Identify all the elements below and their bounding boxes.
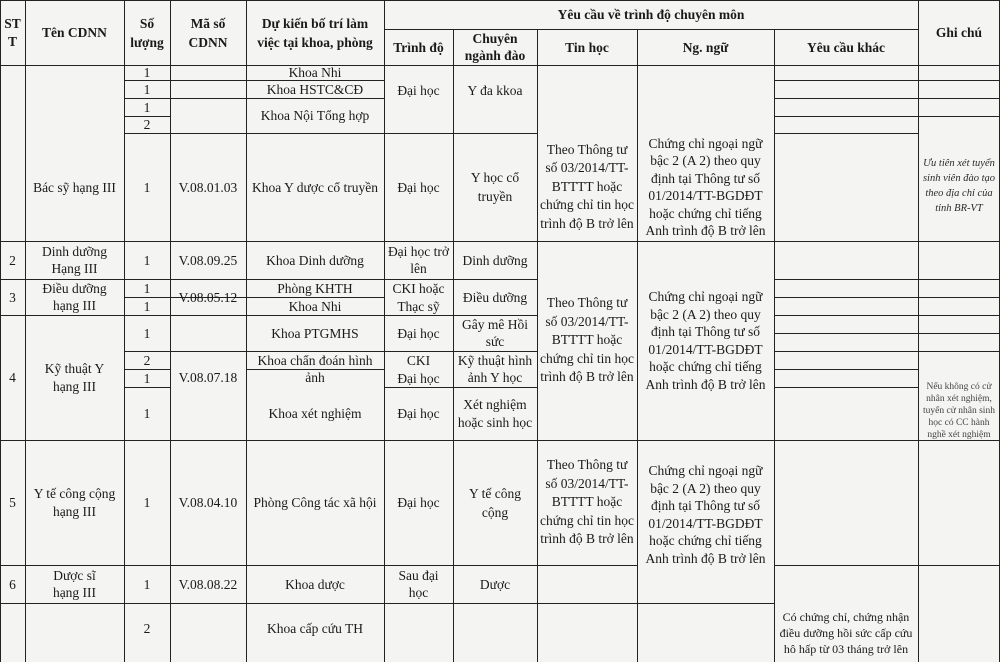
g1-chuyen-nganh: Y đa kkoa [467, 82, 523, 98]
r2-stt: 2 [9, 252, 16, 268]
r4-dept-1: Khoa PTGMHS [271, 325, 359, 341]
r6-dept: Khoa dược [285, 576, 345, 592]
header-so-luong: Số lượng [130, 15, 164, 50]
g2-count: 1 [143, 179, 151, 195]
r4-ghi-chu: Nếu không có cử nhân xét nghiệm, tuyển cử nhân sinh học có CC hành nghề xét nghiệm [923, 382, 995, 439]
r4-dept-2: Khoa chẩn đoán hình ảnh [257, 353, 373, 385]
header-ghi-chu: Ghi chú [935, 25, 983, 40]
g1-count-1: 1 [143, 65, 151, 80]
r3-trinh-do-1: CKI hoặc [392, 280, 445, 296]
r3-trinh-do-2: Thạc sỹ [397, 298, 440, 314]
r4-chuyen-nganh-3: Xét nghiệm hoặc sinh học [457, 396, 533, 430]
r6-count: 1 [143, 576, 151, 592]
header-ten-cdnn: Tên CDNN [42, 25, 107, 40]
r5-chuyen-nganh: Y tế công cộng [469, 485, 521, 520]
g1-dept-1: Khoa Nhi [288, 65, 342, 80]
r4-count-4: 1 [143, 406, 151, 421]
g1-trinh-do: Đại học [397, 82, 440, 98]
r4-stt: 4 [9, 370, 16, 385]
r5-dept: Phòng Công tác xã hội [253, 495, 377, 510]
r4-dept-3: Khoa xét nghiệm [268, 406, 362, 421]
header-ma-so: Mã số CDNN [188, 15, 228, 50]
r4-count-3: 1 [143, 370, 151, 386]
r6-stt: 6 [9, 576, 16, 592]
header-yeu-cau-group: Yêu cầu về trình độ chuyên môn [557, 7, 745, 22]
r7-dept: Khoa cấp cứu TH [267, 620, 363, 636]
r6-code: V.08.08.22 [178, 576, 238, 592]
r4-trinh-do-3: Đại học [397, 370, 440, 386]
g2-trinh-do: Đại học [397, 179, 440, 195]
r2-code: V.08.09.25 [178, 252, 238, 268]
g1-dept-2: Khoa HSTC&CĐ [266, 81, 364, 97]
r6-ten: Dược sĩ hạng III [52, 568, 97, 600]
g1-count-3: 1 [143, 99, 151, 115]
r5-ten: Y tế công cộng hạng III [33, 485, 116, 519]
r4-ten: Kỹ thuật Y hạng III [44, 360, 105, 394]
header-trinh-do: Trình độ [393, 39, 444, 55]
r3-code: V.08.05.12 [178, 289, 238, 305]
g2-ngoai-ngu: Chứng chỉ ngoại ngữ bậc 2 (A 2) theo quy định tại Thông tư số 01/2014/TT-BGDĐT hoặc chứng chỉ tiếng Anh trình độ B trở lên [645, 135, 766, 238]
r3-dept-2: Khoa Nhi [288, 298, 342, 314]
r4-trinh-do-1: Đại học [397, 325, 440, 341]
g2-tin-hoc: Theo Thông tư số 03/2014/TT- BTTTT hoặc chứng chỉ tin học trình độ B trở lên [540, 141, 634, 231]
r4-code: V.08.07.18 [178, 370, 238, 385]
r5-stt: 5 [9, 495, 16, 510]
header-stt: ST T [4, 15, 21, 49]
g3-tin-hoc: Theo Thông tư số 03/2014/TT- BTTTT hoặc chứng chỉ tin học trình độ B trở lên [540, 295, 634, 385]
header-chuyen-nganh: Chuyên ngành đào [464, 31, 526, 63]
r5-code: V.08.04.10 [178, 495, 238, 510]
r2-count: 1 [143, 252, 151, 268]
g2-code: V.08.01.03 [178, 179, 238, 195]
header-du-kien: Dự kiến bố trí làm việc tại khoa, phòng [257, 15, 373, 50]
r5-count: 1 [143, 495, 151, 510]
r3-count-2: 1 [143, 298, 151, 314]
r3-ten: Điều dưỡng hạng III [42, 281, 107, 313]
r2-dept: Khoa Dinh dưỡng [266, 252, 364, 268]
r2-ten: Dinh dưỡng Hạng III [41, 244, 108, 276]
r2-trinh-do: Đại học trở lên [387, 244, 450, 276]
header-tin-hoc: Tin học [565, 39, 609, 55]
g4-ngoai-ngu: Chứng chỉ ngoại ngữ bậc 2 (A 2) theo quy định tại Thông tư số 01/2014/TT-BGDĐT hoặc chứng chỉ tiếng Anh trình độ B trở lên [645, 463, 766, 566]
r4-trinh-do-2: CKI [406, 352, 431, 368]
header-yeu-cau-khac: Yêu cầu khác [806, 39, 885, 55]
g3-ngoai-ngu: Chứng chỉ ngoại ngữ bậc 2 (A 2) theo quy định tại Thông tư số 01/2014/TT-BGDĐT hoặc chứng chỉ tiếng Anh trình độ B trở lên [645, 289, 766, 392]
r6-chuyen-nganh: Dược [479, 576, 511, 592]
g2-dept: Khoa Y dược cổ truyền [252, 179, 378, 195]
g1-count-2: 1 [143, 81, 151, 97]
g1-dept-3: Khoa Nội Tổng hợp [260, 108, 370, 123]
r6-trinh-do: Sau đại học [398, 568, 439, 600]
r3-dept-1: Phòng KHTH [277, 280, 353, 296]
r3-chuyen-nganh: Điều dưỡng [462, 289, 528, 305]
g4-tin-hoc: Theo Thông tư số 03/2014/TT- BTTTT hoặc chứng chỉ tin học trình độ B trở lên [540, 457, 634, 547]
g1-count-4: 2 [143, 117, 151, 132]
g2-ten: Bác sỹ hạng III [33, 179, 116, 195]
r7-yeu-cau-khac: Có chứng chỉ, chứng nhận điều dưỡng hồi sức cấp cứu hô hấp từ 03 tháng trở lên [779, 609, 913, 656]
r3-stt: 3 [9, 289, 16, 305]
r2-chuyen-nganh: Dinh dưỡng [462, 252, 528, 268]
r5-trinh-do: Đại học [397, 495, 440, 510]
r4-chuyen-nganh-2: Kỹ thuật hình ảnh Y học [457, 353, 533, 385]
r3-count-1: 1 [143, 280, 151, 296]
g2-ghi-chu: Ưu tiên xét tuyển sinh viên đào tạo theo địa chỉ của tỉnh BR-VT [922, 158, 996, 214]
header-ngoai-ngu: Ng. ngữ [682, 39, 729, 55]
r7-count: 2 [143, 620, 151, 636]
r4-chuyen-nganh-1: Gây mê Hồi sức [462, 317, 528, 349]
r4-count-2: 2 [143, 352, 151, 368]
r4-trinh-do-4: Đại học [397, 406, 440, 421]
g2-chuyen-nganh: Y học cổ truyền [470, 170, 520, 204]
r4-count-1: 1 [143, 325, 151, 341]
